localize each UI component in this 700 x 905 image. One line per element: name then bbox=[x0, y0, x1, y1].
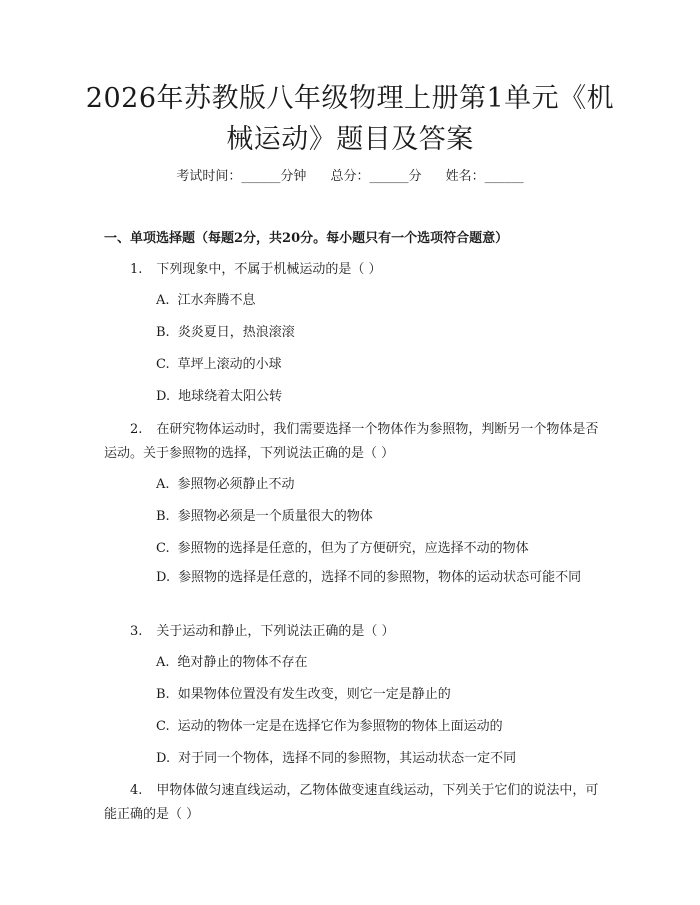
option-text: 地球绕着太阳公转 bbox=[178, 389, 283, 404]
question-1-option-a bbox=[104, 289, 602, 313]
option-text: 对于同一个物体，选择不同的参照物，其运动状态一定不同 bbox=[178, 751, 517, 766]
option-text: 参照物必须是一个质量很大的物体 bbox=[177, 509, 373, 524]
option-letter: C. bbox=[156, 541, 170, 556]
exam-time: 考试时间：______分钟 bbox=[176, 169, 307, 184]
question-number: 2. bbox=[130, 422, 143, 437]
option-letter: B. bbox=[156, 325, 170, 340]
exam-meta bbox=[0, 168, 700, 186]
option-text: 炎炎夏日，热浪滚滚 bbox=[177, 325, 295, 340]
option-text: 运动的物体一定是在选择它作为参照物的物体上面运动的 bbox=[177, 719, 503, 734]
question-2-option-c bbox=[104, 537, 602, 561]
question-1-option-b bbox=[104, 321, 602, 345]
section-heading: 一、单项选择题（每题2分，共20分。每小题只有一个选项符合题意） bbox=[104, 231, 509, 246]
option-letter: B. bbox=[156, 687, 170, 702]
question-2-option-a bbox=[104, 473, 602, 497]
option-letter: A. bbox=[156, 655, 170, 670]
question-text: 在研究物体运动时，我们需要选择一个物体作为参照物，判断另一个物体是否运动。关于参照物的选择，下列说法正确的是（ ） bbox=[104, 422, 599, 461]
option-letter: D. bbox=[156, 570, 171, 585]
question-number: 3. bbox=[130, 624, 143, 639]
question-3-option-c bbox=[104, 715, 602, 739]
question-number: 4. bbox=[130, 783, 143, 798]
question-2-option-d bbox=[104, 566, 602, 590]
question-3 bbox=[104, 620, 602, 644]
question-text: 甲物体做匀速直线运动，乙物体做变速直线运动，下列关于它们的说法中，可能正确的是（ ） bbox=[104, 783, 599, 822]
option-letter: C. bbox=[156, 357, 170, 372]
question-text: 下列现象中，不属于机械运动的是（ ） bbox=[156, 262, 382, 277]
option-text: 江水奔腾不息 bbox=[177, 293, 256, 308]
option-text: 参照物的选择是任意的，但为了方便研究，应选择不动的物体 bbox=[177, 541, 529, 556]
question-1 bbox=[104, 258, 602, 282]
exam-score: 总分：______分 bbox=[330, 169, 422, 184]
question-3-option-b bbox=[104, 683, 602, 707]
document-title: 2026年苏教版八年级物理上册第1单元《机械运动》题目及答案 bbox=[85, 83, 615, 155]
option-text: 参照物的选择是任意的，选择不同的参照物，物体的运动状态可能不同 bbox=[178, 570, 582, 585]
option-letter: A. bbox=[156, 477, 170, 492]
question-4 bbox=[104, 779, 602, 827]
option-letter: A. bbox=[156, 293, 170, 308]
option-text: 草坪上滚动的小球 bbox=[177, 357, 282, 372]
question-2 bbox=[104, 418, 602, 466]
question-text: 关于运动和静止，下列说法正确的是（ ） bbox=[156, 624, 395, 639]
question-2-option-b bbox=[104, 505, 602, 529]
question-3-option-a bbox=[104, 651, 602, 675]
question-1-option-d bbox=[104, 385, 602, 409]
option-letter: D. bbox=[156, 751, 171, 766]
option-text: 绝对静止的物体不存在 bbox=[177, 655, 308, 670]
option-text: 参照物必须静止不动 bbox=[177, 477, 295, 492]
option-text: 如果物体位置没有发生改变，则它一定是静止的 bbox=[177, 687, 451, 702]
student-name: 姓名：______ bbox=[445, 169, 524, 184]
option-letter: C. bbox=[156, 719, 170, 734]
option-letter: D. bbox=[156, 389, 171, 404]
option-letter: B. bbox=[156, 509, 170, 524]
question-1-option-c bbox=[104, 353, 602, 377]
question-number: 1. bbox=[130, 262, 143, 277]
question-3-option-d bbox=[104, 747, 602, 771]
